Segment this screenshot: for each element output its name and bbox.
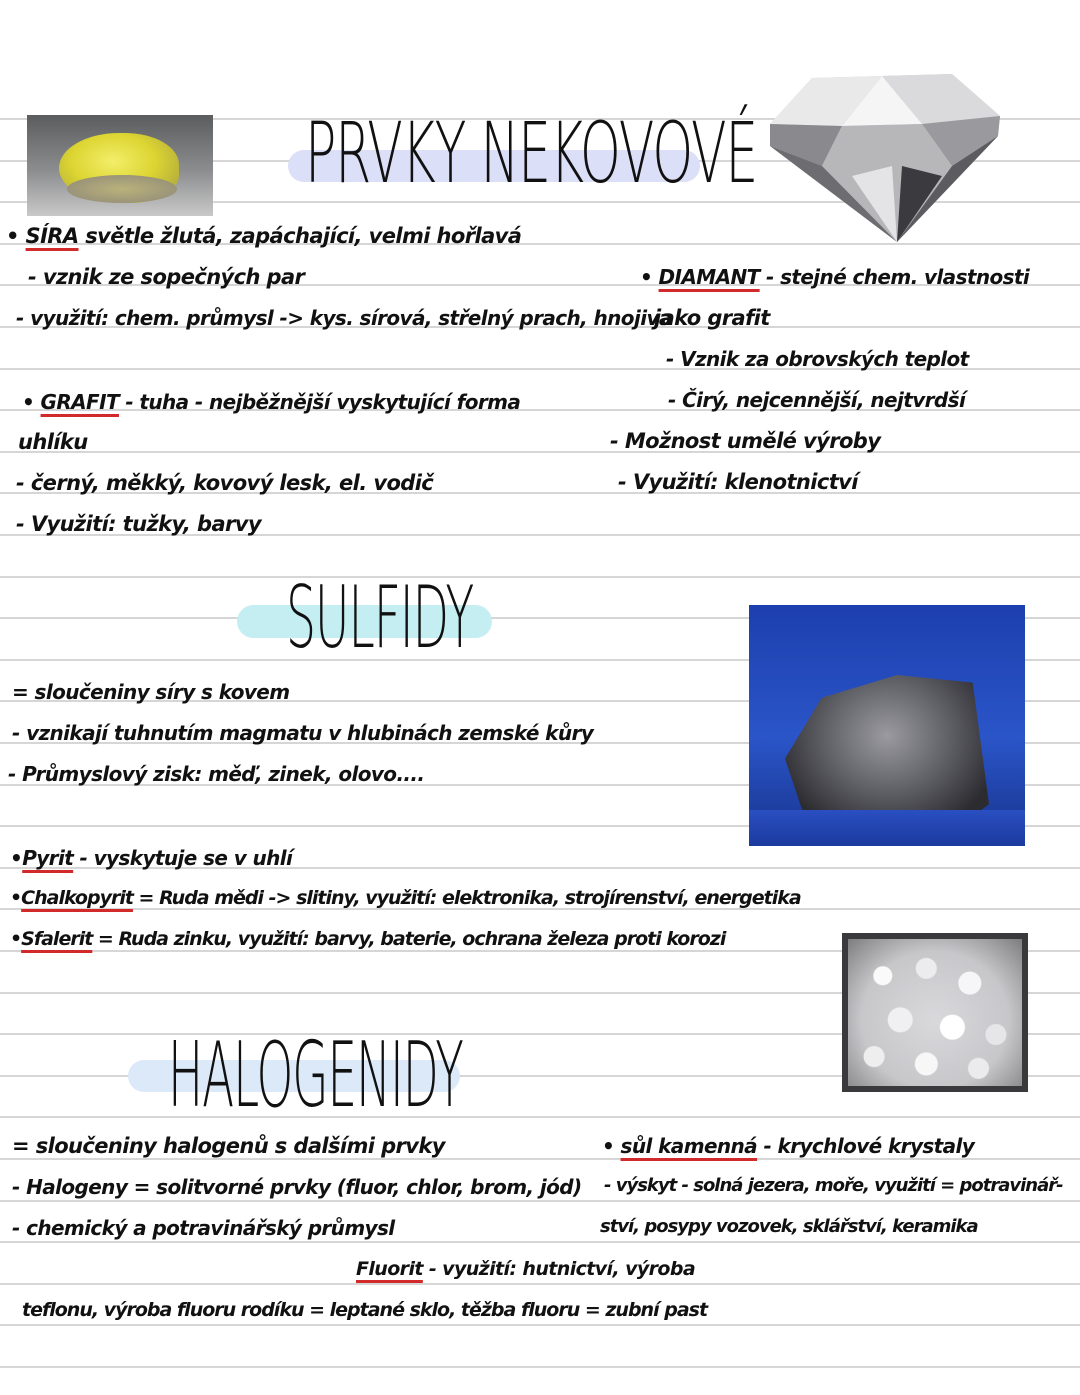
sfalerit-keyword: Sfalerit (21, 928, 93, 950)
diamant-line-3: - Vznik za obrovských teplot (666, 347, 969, 371)
sulfidy-line-3: - Průmyslový zisk: měď, zinek, olovo.... (8, 762, 425, 786)
halogenidy-line-3: - chemický a potravinářský průmysl (12, 1216, 395, 1240)
diamant-line-2: jako grafit (654, 306, 770, 330)
rock-salt-photo (842, 933, 1028, 1092)
diamond-photo (752, 66, 1014, 242)
ruled-line (0, 451, 1080, 453)
sira-line-2: - vznik ze sopečných par (28, 265, 305, 289)
fluorit-keyword: Fluorit (356, 1258, 423, 1280)
sulfidy-title: SULFIDY (286, 568, 474, 668)
sul-line-2: - výskyt - solná jezera, moře, využití = potravinář- (604, 1175, 1063, 1196)
pyrit-line: •Pyrit - vyskytuje se v uhlí (10, 846, 293, 870)
ruled-line (0, 1283, 1080, 1285)
diamant-line-6: - Využití: klenotnictví (618, 470, 858, 494)
grafit-line-1: • GRAFIT - tuha - nejběžnější vyskytující forma (22, 390, 521, 414)
ruled-line (0, 1158, 1080, 1160)
sira-line-1: • SÍRA světle žlutá, zapáchající, velmi hořlavá (6, 224, 522, 248)
page-title: PRVKY NEKOVOVÉ (305, 104, 758, 202)
grafit-line-2: uhlíku (18, 430, 88, 454)
fluorit-line-1: Fluorit - využití: hutnictví, výroba (356, 1258, 696, 1280)
sira-keyword: SÍRA (25, 224, 79, 248)
sfalerit-line: •Sfalerit = Ruda zinku, využití: barvy, baterie, ochrana železa proti korozi (10, 928, 726, 950)
sul-line-1: • sůl kamenná - krychlové krystaly (602, 1134, 975, 1158)
grafit-keyword: GRAFIT (40, 390, 119, 414)
pyrit-keyword: Pyrit (22, 846, 74, 870)
diamant-line-4: - Čirý, nejcennější, nejtvrdší (668, 388, 966, 412)
grafit-line-4: - Využití: tužky, barvy (16, 512, 261, 536)
ruled-line (0, 1200, 1080, 1202)
chalkopyrit-keyword: Chalkopyrit (21, 887, 133, 909)
ruled-line (0, 1324, 1080, 1326)
fluorit-line-2: teflonu, výroba fluoru rodíku = leptané sklo, těžba fluoru = zubní past (22, 1299, 708, 1321)
halogenidy-title: HALOGENIDY (168, 1023, 463, 1128)
sulfur-crystal-photo (27, 115, 213, 216)
ruled-line (0, 1366, 1080, 1368)
halogenidy-line-2: - Halogeny = solitvorné prvky (fluor, chlor, brom, jód) (12, 1175, 582, 1199)
sira-line-3: - využití: chem. průmysl -> kys. sírová, střelný prach, hnojiva (16, 306, 672, 330)
grafit-line-3: - černý, měkký, kovový lesk, el. vodič (16, 471, 434, 495)
sulfidy-line-1: = sloučeniny síry s kovem (12, 680, 290, 704)
ruled-line (0, 576, 1080, 578)
diamant-line-5: - Možnost umělé výroby (610, 429, 881, 453)
ruled-line (0, 1241, 1080, 1243)
sulfide-mineral-photo (749, 605, 1025, 846)
chalkopyrit-line: •Chalkopyrit = Ruda mědi -> slitiny, využití: elektronika, strojírenství, energetika (10, 887, 801, 909)
diamant-line-1: • DIAMANT - stejné chem. vlastnosti (640, 265, 1030, 289)
sul-keyword: sůl kamenná (620, 1134, 758, 1158)
ruled-line (0, 1116, 1080, 1118)
sulfidy-line-2: - vznikají tuhnutím magmatu v hlubinách zemské kůry (12, 721, 594, 745)
diamant-keyword: DIAMANT (658, 265, 760, 289)
sul-line-3: ství, posypy vozovek, sklářství, keramika (600, 1216, 978, 1237)
halogenidy-line-1: = sloučeniny halogenů s dalšími prvky (12, 1134, 445, 1158)
